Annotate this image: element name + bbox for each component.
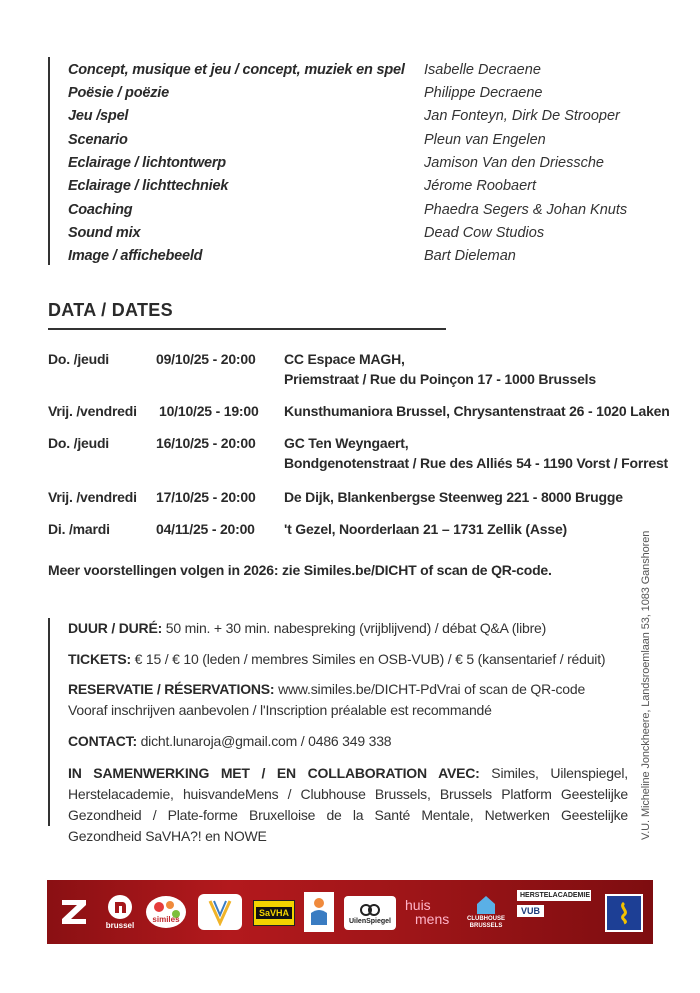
contact-info bbox=[68, 731, 628, 752]
credit-row bbox=[68, 59, 648, 81]
savha-label: SaVHA bbox=[256, 907, 292, 919]
brussel-label: brussel bbox=[105, 921, 135, 930]
publisher-note: V.U. Micheline Jonckheere, Landsroemlaan 53, 1083 Ganshoren bbox=[640, 530, 652, 840]
credit-role: Image / affichebeeld bbox=[68, 248, 203, 264]
vub-label: VUB bbox=[517, 905, 544, 917]
date-time: 09/10/25 - 20:00 bbox=[156, 351, 256, 367]
credit-name: Pleun van Engelen bbox=[424, 132, 546, 148]
credit-role: Eclairage / lichtontwerp bbox=[68, 155, 226, 171]
uilenspiegel-label: UilenSpiegel bbox=[348, 917, 391, 925]
date-day: Di. /mardi bbox=[48, 521, 110, 537]
info-block bbox=[48, 618, 630, 844]
savha-logo bbox=[253, 900, 295, 926]
tickets-label: TICKETS: bbox=[68, 651, 131, 667]
tickets-value: € 15 / € 10 (leden / membres Similes en OSB-VUB) / € 5 (kansentarief / réduit) bbox=[130, 651, 606, 667]
similes-label: similes bbox=[152, 915, 180, 924]
credit-name: Isabelle Decraene bbox=[424, 62, 541, 78]
venue-line: Bondgenotenstraat / Rue des Alliés 54 - 1190 Vorst / Forrest bbox=[284, 455, 669, 471]
tickets-info bbox=[68, 649, 628, 670]
credit-row bbox=[68, 245, 648, 267]
credit-role: Coaching bbox=[68, 202, 133, 218]
date-day: Vrij. /vendredi bbox=[48, 489, 137, 505]
credit-name: Jan Fonteyn, Dirk De Strooper bbox=[424, 108, 620, 124]
credit-row bbox=[68, 199, 648, 221]
clubhouse-logo bbox=[465, 892, 507, 932]
venue-line: CC Espace MAGH, bbox=[284, 351, 405, 367]
credit-name: Jamison Van den Driessche bbox=[424, 155, 604, 171]
reservation-note: Vooraf inschrijven aanbevolen / l'Inscription préalable est recommandé bbox=[68, 702, 492, 718]
date-venue: 't Gezel, Noorderlaan 21 – 1731 Zellik (Asse) bbox=[284, 521, 568, 537]
netwerk-nowe-logo bbox=[304, 892, 334, 932]
collaboration-info bbox=[68, 763, 628, 847]
credit-row bbox=[68, 129, 648, 151]
date-row bbox=[48, 349, 668, 391]
collab-value: Similes, Uilenspiegel, Herstelacademie, huisvandeMens / Clubhouse Brussels, Brussels Platform Geestelijke Gezondheid / Plate-forme Bruxelloise de la Santé Mentale, Netwerken Geestelijke Gezondheid SaVHA?! en NOWE bbox=[68, 765, 628, 844]
duration-label: DUUR / DURÉ: bbox=[68, 620, 163, 636]
credit-role: Poësie / poëzie bbox=[68, 85, 169, 101]
uilenspiegel-logo bbox=[344, 896, 396, 930]
herstelacademie-label: HERSTELACADEMIE bbox=[517, 890, 591, 901]
brussel-logo bbox=[102, 890, 138, 934]
date-row bbox=[48, 401, 668, 421]
date-row bbox=[48, 487, 668, 507]
credit-row bbox=[68, 152, 648, 174]
credit-role: Scenario bbox=[68, 132, 128, 148]
z-logo bbox=[59, 896, 89, 928]
date-row bbox=[48, 433, 668, 475]
date-time: 17/10/25 - 20:00 bbox=[156, 489, 256, 505]
credit-row bbox=[68, 175, 648, 197]
date-time: 10/10/25 - 19:00 bbox=[159, 403, 259, 419]
date-day: Do. /jeudi bbox=[48, 435, 110, 451]
similes-logo bbox=[145, 894, 187, 930]
crest-logo bbox=[605, 894, 643, 932]
credits-block bbox=[48, 57, 650, 265]
reservation-label: RESERVATIE / RÉSERVATIONS: bbox=[68, 681, 275, 697]
collab-label: IN SAMENWERKING MET / EN COLLABORATION AVEC: bbox=[68, 765, 480, 781]
date-time: 16/10/25 - 20:00 bbox=[156, 435, 256, 451]
more-performances-note: Meer voorstellingen volgen in 2026: zie Similes.be/DICHT of scan de QR-code. bbox=[48, 562, 552, 578]
credit-role: Sound mix bbox=[68, 225, 141, 241]
credit-role: Concept, musique et jeu / concept, muziek en spel bbox=[68, 62, 405, 78]
credit-name: Philippe Decraene bbox=[424, 85, 543, 101]
credit-name: Phaedra Segers & Johan Knuts bbox=[424, 202, 628, 218]
mens-label: mens bbox=[415, 911, 450, 927]
duration-info bbox=[68, 618, 628, 639]
dates-title: DATA / DATES bbox=[48, 300, 173, 320]
date-day: Vrij. /vendredi bbox=[48, 403, 137, 419]
venue-line: Priemstraat / Rue du Poinçon 17 - 1000 Brussels bbox=[284, 371, 596, 387]
credit-role: Jeu /spel bbox=[68, 108, 129, 124]
date-venue: De Dijk, Blankenbergse Steenweg 221 - 8000 Brugge bbox=[284, 489, 623, 505]
reservation-info bbox=[68, 679, 628, 721]
credit-row bbox=[68, 105, 648, 127]
reservation-value: www.similes.be/DICHT-PdVrai of scan de QR-code bbox=[274, 681, 586, 697]
section-divider bbox=[48, 328, 446, 330]
date-venue bbox=[284, 433, 668, 473]
date-day: Do. /jeudi bbox=[48, 351, 110, 367]
huisvandemens-logo bbox=[405, 894, 453, 930]
date-venue: Kunsthumaniora Brussel, Chrysantenstraat 26 - 1020 Laken bbox=[284, 403, 670, 419]
date-venue bbox=[284, 349, 596, 389]
date-time: 04/11/25 - 20:00 bbox=[156, 521, 255, 537]
credit-row bbox=[68, 82, 648, 104]
contact-value: dicht.lunaroja@gmail.com / 0486 349 338 bbox=[136, 733, 392, 749]
date-row bbox=[48, 519, 668, 539]
clubhouse-label: CLUBHOUSE BRUSSELS bbox=[466, 916, 505, 929]
duration-value: 50 min. + 30 min. nabespreking (vrijblijvend) / débat Q&A (libre) bbox=[162, 620, 547, 636]
credit-row bbox=[68, 222, 648, 244]
credit-name: Dead Cow Studios bbox=[424, 225, 545, 241]
herstelacademie-logo bbox=[517, 890, 591, 934]
huis-label: huis bbox=[405, 897, 431, 913]
venue-line: GC Ten Weyngaert, bbox=[284, 435, 409, 451]
credit-name: Bart Dieleman bbox=[424, 248, 516, 264]
credit-name: Jérome Roobaert bbox=[424, 178, 537, 194]
contact-label: CONTACT: bbox=[68, 733, 137, 749]
credit-role: Eclairage / lichttechniek bbox=[68, 178, 229, 194]
partner-logos-banner bbox=[47, 880, 653, 944]
ribbon-logo bbox=[198, 894, 242, 930]
